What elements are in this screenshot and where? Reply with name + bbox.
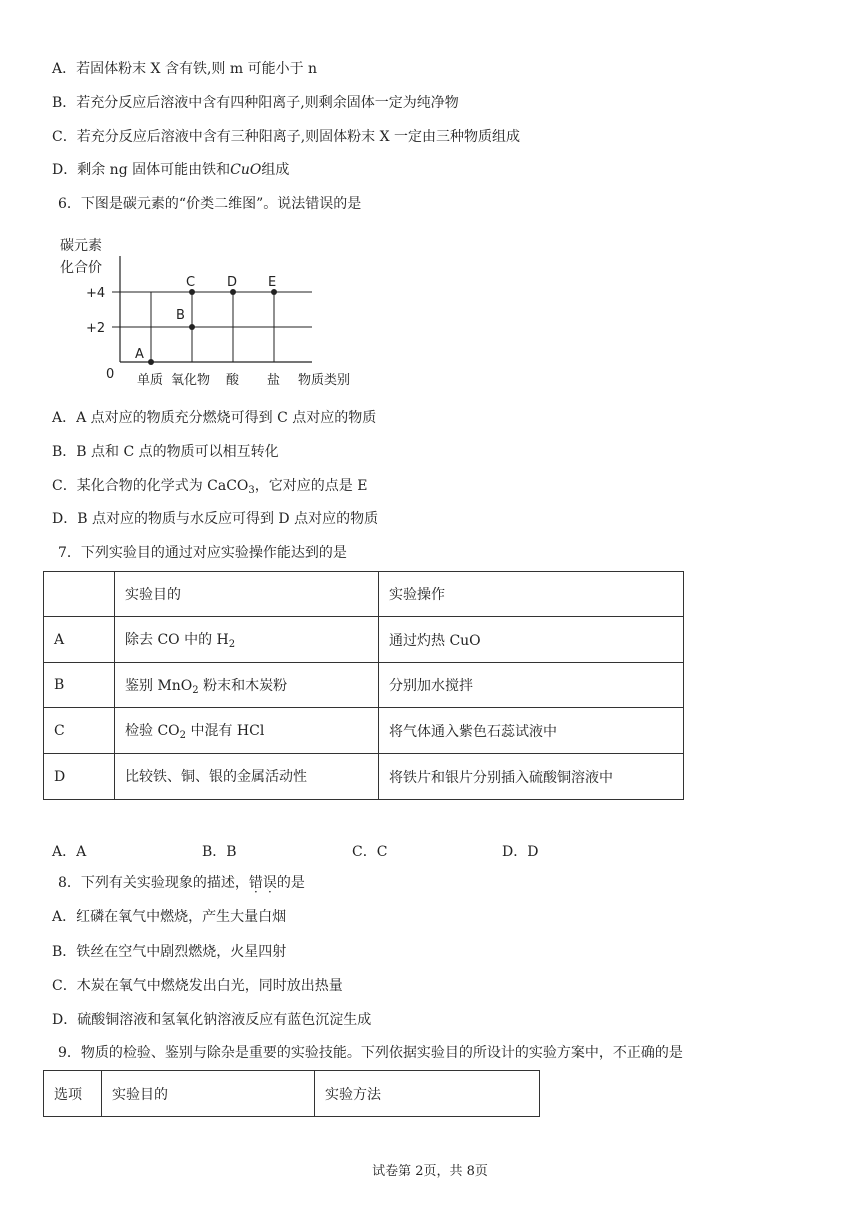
- q7-row-c-option: C: [44, 708, 115, 754]
- q7-row-b-purpose: 鉴别 MnO$_2$ 粉末和木炭粉: [115, 663, 379, 708]
- q7-row-b-option: B: [44, 663, 115, 708]
- q7-row-a-operation: 通过灼热 CuO: [379, 617, 684, 663]
- chart-origin-label: 0: [106, 367, 115, 382]
- chart-point-label: B: [176, 308, 185, 323]
- q8-option-c: C．木炭在氧气中燃烧发出白光，同时放出热量: [52, 978, 343, 994]
- q7-row-c-purpose: 检验 $CO_2$ 中混有 HCl: [115, 708, 379, 754]
- q6-option-c-sub: 3: [248, 485, 255, 496]
- chart-xlabel: 物质类别: [298, 373, 351, 388]
- q7-answer-c: C．C: [352, 844, 388, 860]
- q7-header-operation: 实验操作: [379, 572, 684, 617]
- table-row: [44, 617, 684, 663]
- q6-option-c: [52, 476, 367, 501]
- q9-stem: 9．物质的检验、鉴别与除杂是重要的实验技能。下列依据实验目的所设计的实验方案中，不正确的是: [58, 1045, 683, 1061]
- q7-answer-a: A．A: [52, 844, 87, 860]
- q6-option-c-text: C．某化合物的化学式为 CaCO: [52, 478, 249, 494]
- q5-option-c: C．若充分反应后溶液中含有三种阳离子,则固体粉末 X 一定由三种物质组成: [52, 129, 521, 145]
- chart-point-label: C: [186, 275, 196, 290]
- q7-row-b-operation: 分别加水搅拌: [379, 663, 684, 708]
- q7-row-c-operation: 将气体通入紫色石蕊试液中: [379, 708, 684, 754]
- q9-table-header: [44, 1071, 540, 1117]
- chart-category-label: 单质: [137, 373, 164, 388]
- q8-option-a: A．红磷在氧气中燃烧，产生大量白烟: [52, 909, 287, 925]
- q7-answer-choices: [52, 842, 538, 862]
- q5-option-a: A．若固体粉末 X 含有铁,则 m 可能小于 n: [52, 61, 318, 77]
- q7-row-d-purpose: 比较铁、铜、银的金属活动性: [115, 754, 379, 800]
- chart-ylabel-line1: 碳元素: [60, 238, 102, 254]
- q8-option-b: B．铁丝在空气中剧烈燃烧，火星四射: [52, 944, 287, 960]
- q7-answer-d: D．D: [502, 844, 539, 860]
- q5-option-d: [52, 160, 289, 180]
- q7-row-a-purpose: 除去 CO 中的 $H_2$: [115, 617, 379, 663]
- page-footer: 试卷第 2页，共 8页: [372, 1164, 488, 1179]
- chart-point: [148, 359, 154, 365]
- q6-stem: 6．下图是碳元素的“价类二维图”。说法错误的是: [58, 196, 362, 212]
- q7-header-purpose: 实验目的: [115, 572, 379, 617]
- chart-point: [189, 324, 195, 330]
- q6-option-d: D．B 点对应的物质与水反应可得到 D 点对应的物质: [52, 511, 379, 527]
- chart-y-tick-label: +4: [86, 286, 106, 301]
- chart-category-label: 氧化物: [171, 373, 211, 388]
- q5-option-b: B．若充分反应后溶液中含有四种阳离子,则剩余固体一定为纯净物: [52, 95, 459, 111]
- chart-y-tick-label: +2: [86, 321, 106, 336]
- chart-category-label: 盐: [267, 373, 281, 388]
- q5-option-d-formula: CuO: [230, 162, 262, 178]
- q7-stem: 7．下列实验目的通过对应实验操作能达到的是: [58, 545, 347, 561]
- q6-option-b: B．B 点和 C 点的物质可以相互转化: [52, 444, 279, 460]
- table-row: [44, 754, 684, 800]
- q8-stem: 8．下列有关实验现象的描述，错误的是: [58, 875, 305, 891]
- q7-table-header: [44, 572, 684, 617]
- chart-point-label: D: [227, 275, 238, 290]
- q9-header-purpose: 实验目的: [102, 1071, 315, 1117]
- chart-ylabel-line2: 化合价: [60, 260, 102, 276]
- table-row: [44, 663, 684, 708]
- chart-category-label: 酸: [226, 373, 240, 388]
- q9-header-option: 选项: [44, 1071, 102, 1117]
- q7-header-blank: [44, 572, 115, 617]
- q6-option-c-tail: ，它对应的点是 E: [254, 478, 368, 494]
- chart-point-label: E: [268, 275, 277, 290]
- q7-table: [43, 571, 684, 800]
- q7-answer-b: B．B: [202, 844, 237, 860]
- q5-option-d-text: D．剩余 ng 固体可能由铁和: [52, 162, 231, 178]
- q8-option-d: D．硫酸铜溶液和氢氧化钠溶液反应有蓝色沉淀生成: [52, 1012, 372, 1028]
- q7-row-d-option: D: [44, 754, 115, 800]
- table-row: [44, 708, 684, 754]
- valence-class-chart: [40, 228, 380, 393]
- chart-point-label: A: [135, 347, 144, 362]
- q6-option-a: A．A 点对应的物质充分燃烧可得到 C 点对应的物质: [52, 410, 377, 426]
- q5-option-d-tail: 组成: [261, 162, 290, 178]
- q9-header-method: 实验方法: [315, 1071, 540, 1117]
- q9-table: [43, 1070, 540, 1117]
- q7-row-d-operation: 将铁片和银片分别插入硫酸铜溶液中: [379, 754, 684, 800]
- q7-row-a-option: A: [44, 617, 115, 663]
